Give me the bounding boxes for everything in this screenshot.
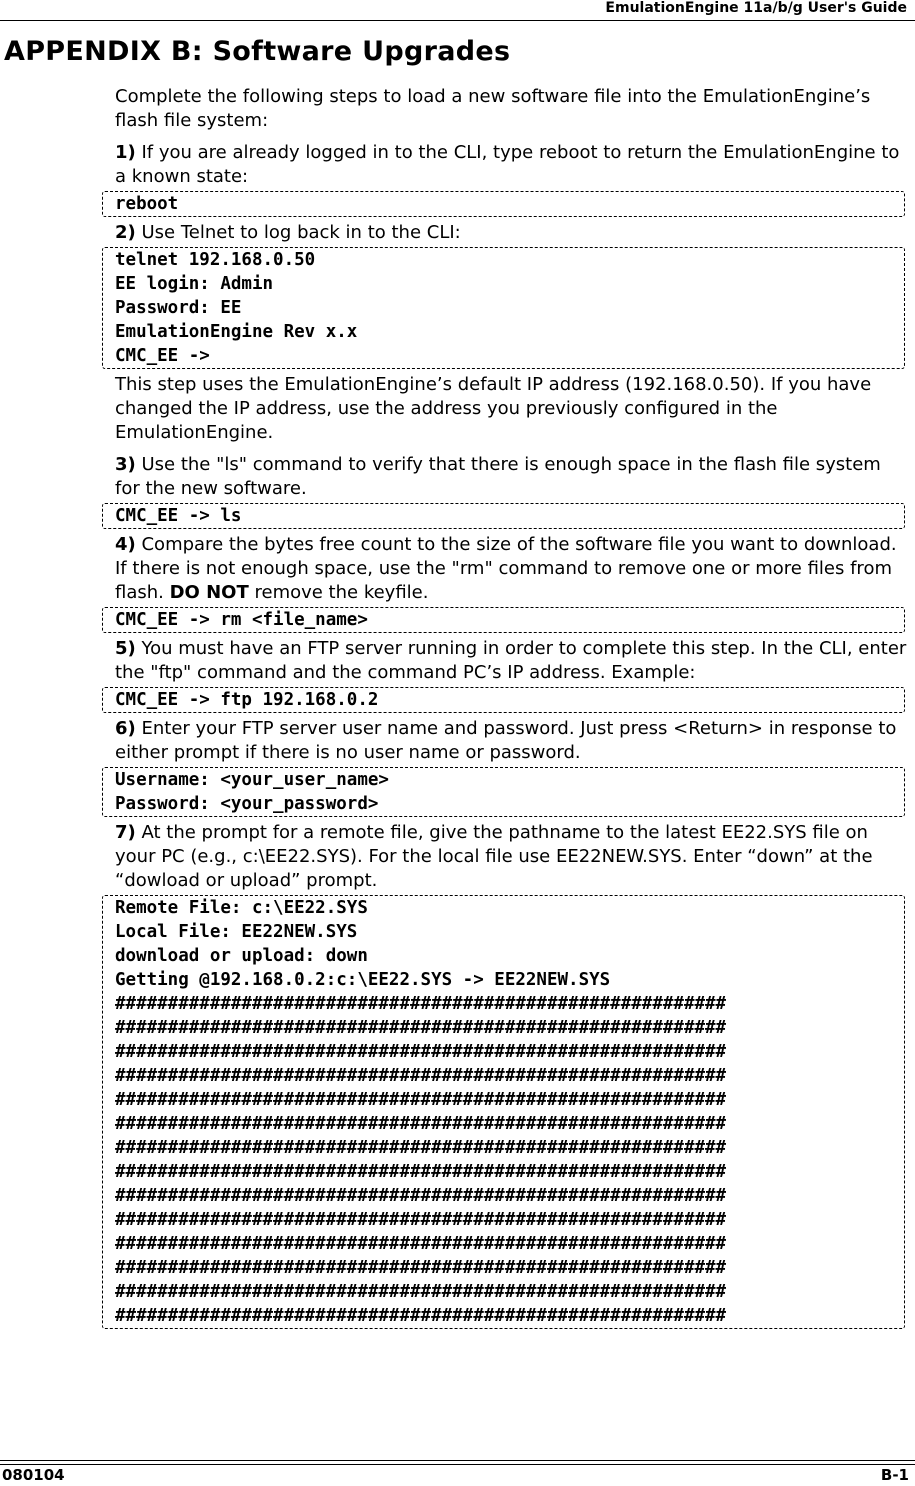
page-title: APPENDIX B: Software Upgrades	[4, 36, 511, 67]
intro-paragraph: Complete the following steps to load a new software file into the EmulationEngine’s flash file system:	[115, 86, 871, 131]
code-line: telnet 192.168.0.50	[115, 250, 316, 270]
code-line: EE login: Admin	[115, 274, 274, 294]
code-line: ##########################################################	[115, 1066, 727, 1086]
step-number: 5)	[115, 638, 136, 659]
step-1	[115, 141, 907, 189]
code-block-ls	[102, 503, 905, 529]
code-block-rm	[102, 607, 905, 633]
code-line: download or upload: down	[115, 946, 368, 966]
running-header: EmulationEngine 11a/b/g User's Guide	[0, 0, 915, 21]
step-7	[115, 821, 907, 893]
code-block-transfer	[102, 895, 905, 1329]
code-block-credentials	[102, 767, 905, 817]
step-3	[115, 453, 907, 501]
code-line: EmulationEngine Rev x.x	[115, 322, 358, 342]
page-number: B-1	[880, 1466, 909, 1484]
code-line: Remote File: c:\EE22.SYS	[115, 898, 368, 918]
code-line: Password: <your_password>	[115, 794, 379, 814]
code-block-telnet	[102, 247, 905, 369]
code-line: ##########################################################	[115, 1258, 727, 1278]
code-line: ##########################################################	[115, 1234, 727, 1254]
document-body	[115, 85, 907, 1333]
step-5	[115, 637, 907, 685]
code-line: Getting @192.168.0.2:c:\EE22.SYS -> EE22NEW.SYS	[115, 970, 611, 990]
step-text: If you are already logged in to the CLI, type reboot to return the EmulationEngine to a known state:	[115, 142, 900, 187]
code-block-reboot	[102, 191, 905, 217]
code-line: ##########################################################	[115, 1282, 727, 1302]
code-line: ##########################################################	[115, 1114, 727, 1134]
code-line: reboot	[115, 194, 179, 214]
footer-rule	[0, 1460, 915, 1461]
step-number: 3)	[115, 454, 136, 475]
code-line: CMC_EE -> ls	[115, 506, 242, 526]
code-line: ##########################################################	[115, 1018, 727, 1038]
code-line: CMC_EE ->	[115, 346, 210, 366]
code-line: ##########################################################	[115, 1306, 727, 1326]
step-text: Use the "ls" command to verify that there is enough space in the flash file system for the new software.	[115, 454, 881, 499]
code-line: ##########################################################	[115, 1090, 727, 1110]
step-2	[115, 221, 907, 245]
code-line: ##########################################################	[115, 1210, 727, 1230]
step-number: 7)	[115, 822, 136, 843]
step-text: Enter your FTP server user name and password. Just press <Return> in response to either prompt if there is no user name or password.	[115, 718, 897, 763]
code-line: CMC_EE -> rm <file_name>	[115, 610, 368, 630]
warning-text: DO NOT	[169, 582, 249, 603]
step-text: Use Telnet to log back in to the CLI:	[135, 222, 461, 243]
code-line: Password: EE	[115, 298, 242, 318]
step-number: 1)	[115, 142, 136, 163]
step-text-end: remove the keyfile.	[248, 582, 429, 603]
code-line: ##########################################################	[115, 1186, 727, 1206]
step-4	[115, 533, 907, 605]
code-line: ##########################################################	[115, 1162, 727, 1182]
step-2-note: This step uses the EmulationEngine’s default IP address (192.168.0.50). If you have changed the IP address, use the address you previously configured in the EmulationEngine.	[115, 374, 872, 443]
footer-rule	[0, 1464, 915, 1465]
code-line: ##########################################################	[115, 994, 727, 1014]
footer-date: 080104	[2, 1466, 65, 1484]
step-number: 2)	[115, 222, 136, 243]
code-line: ##########################################################	[115, 1138, 727, 1158]
code-line: ##########################################################	[115, 1042, 727, 1062]
code-line: Local File: EE22NEW.SYS	[115, 922, 358, 942]
step-number: 4)	[115, 534, 136, 555]
step-text: Compare the bytes free count to the size of the software file you want to download. If there is not enough space, use the "rm" command to remove one or more files from flash.	[115, 534, 897, 603]
step-text: You must have an FTP server running in order to complete this step. In the CLI, enter the "ftp" command and the command PC’s IP address. Example:	[115, 638, 907, 683]
step-text: At the prompt for a remote file, give the pathname to the latest EE22.SYS file on your PC (e.g., c:\EE22.SYS). For the local file use EE22NEW.SYS. Enter “down” at the “dowload or upload” prompt.	[115, 822, 873, 891]
code-block-ftp	[102, 687, 905, 713]
code-line: CMC_EE -> ftp 192.168.0.2	[115, 690, 379, 710]
step-number: 6)	[115, 718, 136, 739]
step-6	[115, 717, 907, 765]
code-line: Username: <your_user_name>	[115, 770, 389, 790]
